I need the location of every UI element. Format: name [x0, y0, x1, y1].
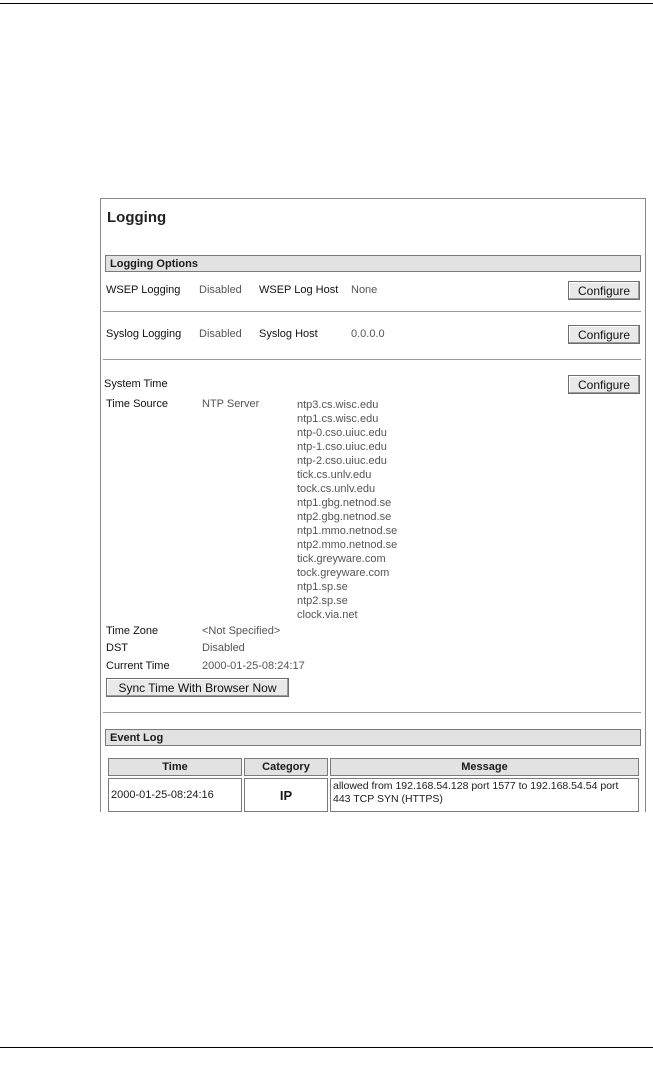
sync-time-button[interactable]: Sync Time With Browser Now	[106, 678, 289, 697]
page-bottom-rule	[0, 1047, 653, 1048]
ntp-server-item: tick.cs.unlv.edu	[297, 469, 372, 481]
column-header-time[interactable]: Time	[108, 758, 242, 776]
syslog-configure-button[interactable]: Configure	[568, 325, 640, 344]
logging-panel	[100, 198, 646, 812]
divider	[103, 311, 641, 315]
ntp-server-item: ntp2.sp.se	[297, 595, 348, 607]
syslog-host-label: Syslog Host	[259, 328, 318, 340]
ntp-server-item: tock.cs.unlv.edu	[297, 483, 376, 495]
wsep-log-host-value: None	[351, 284, 378, 296]
page-top-rule	[0, 3, 653, 4]
current-time-value: 2000-01-25-08:24:17	[202, 660, 305, 672]
current-time-label: Current Time	[106, 660, 170, 672]
wsep-logging-label: WSEP Logging	[106, 284, 181, 296]
event-message-cell: allowed from 192.168.54.128 port 1577 to 192.168.54.54 port 443 TCP SYN (HTTPS)	[330, 778, 639, 812]
syslog-host-value: 0.0.0.0	[351, 328, 385, 340]
time-zone-value: <Not Specified>	[202, 625, 281, 637]
ntp-server-item: ntp1.mmo.netnod.se	[297, 525, 398, 537]
ntp-server-item: ntp-1.cso.uiuc.edu	[297, 441, 387, 453]
system-time-configure-button[interactable]: Configure	[568, 375, 640, 394]
wsep-configure-button[interactable]: Configure	[568, 281, 640, 300]
wsep-log-host-label: WSEP Log Host	[259, 284, 339, 296]
time-zone-label: Time Zone	[106, 625, 159, 637]
column-header-category[interactable]: Category	[244, 758, 328, 776]
page-title: Logging	[107, 209, 167, 226]
event-time-cell: 2000-01-25-08:24:16	[108, 778, 242, 812]
time-source-value: NTP Server	[202, 398, 260, 410]
ntp-server-item: ntp2.gbg.netnod.se	[297, 511, 392, 523]
syslog-logging-label: Syslog Logging	[106, 328, 182, 340]
divider	[103, 712, 641, 716]
system-time-label: System Time	[104, 378, 168, 390]
table-row[interactable]	[108, 778, 639, 812]
ntp-server-item: ntp2.mmo.netnod.se	[297, 539, 398, 551]
dst-label: DST	[106, 642, 128, 654]
ntp-server-item: tick.greyware.com	[297, 553, 386, 565]
ntp-server-item: ntp-0.cso.uiuc.edu	[297, 427, 387, 439]
divider	[103, 359, 641, 363]
ntp-server-item: ntp-2.cso.uiuc.edu	[297, 455, 387, 467]
time-source-label: Time Source	[106, 398, 168, 410]
ntp-server-item: tock.greyware.com	[297, 567, 390, 579]
event-log-table	[106, 756, 641, 812]
syslog-logging-status: Disabled	[199, 328, 242, 340]
ntp-server-item: ntp1.gbg.netnod.se	[297, 497, 392, 509]
wsep-logging-status: Disabled	[199, 284, 242, 296]
ntp-server-list	[297, 398, 397, 622]
event-log-header-row	[108, 758, 639, 776]
logging-options-header: Logging Options	[105, 255, 641, 272]
ntp-server-item: ntp1.sp.se	[297, 581, 348, 593]
dst-value: Disabled	[202, 642, 245, 654]
event-log-header: Event Log	[105, 729, 641, 746]
ntp-server-item: ntp3.cs.wisc.edu	[297, 399, 379, 411]
event-category-cell: IP	[244, 778, 328, 812]
column-header-message[interactable]: Message	[330, 758, 639, 776]
ntp-server-item: ntp1.cs.wisc.edu	[297, 413, 379, 425]
ntp-server-item: clock.via.net	[297, 609, 358, 621]
